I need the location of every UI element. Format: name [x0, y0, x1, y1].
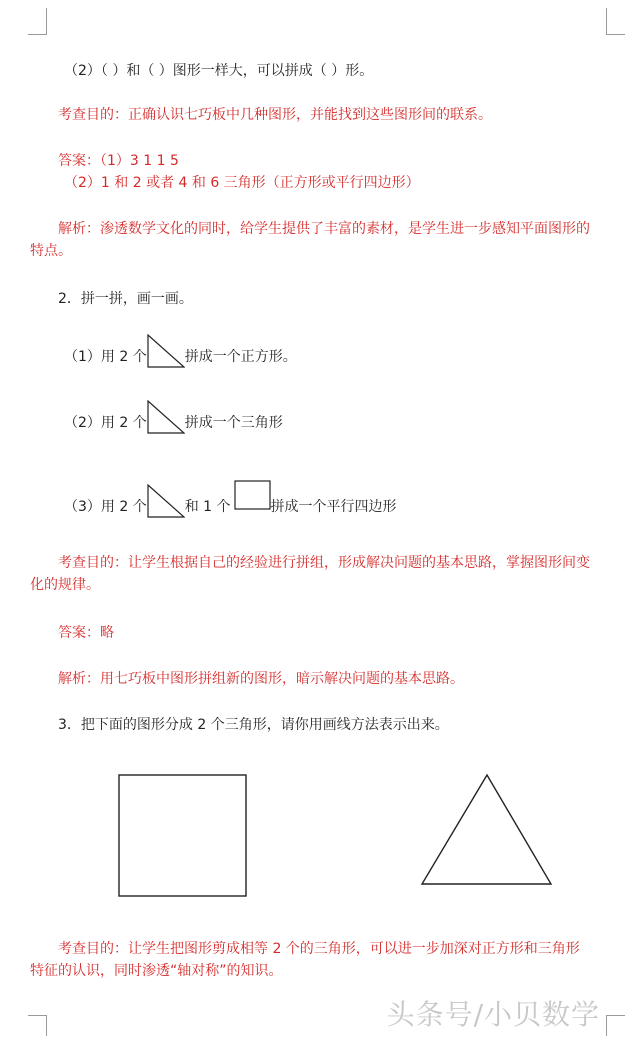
right-triangle-icon — [147, 334, 185, 368]
q2-item2-suffix: 拼成一个三角形 — [184, 415, 283, 431]
crop-mark-top-left — [28, 8, 47, 35]
q2-title: 2．拼一拼，画一画。 — [58, 291, 193, 307]
q2-item3-prefix: （3）用 2 个 — [64, 499, 147, 515]
right-triangle-icon — [147, 400, 185, 434]
q2-item1-suffix: 拼成一个正方形。 — [184, 349, 297, 365]
q2-purpose: 考查目的：让学生根据自己的经验进行拼组，形成解决问题的基本思路，掌握图形间变化的规律。 — [30, 555, 590, 593]
q2-item3-mid: 和 1 个 — [184, 499, 231, 515]
q1-part2-text: （2）（ ）和（ ）图形一样大，可以拼成（ ）形。 — [64, 63, 374, 79]
q1-answer-line1: 答案：（1）3 1 1 5 — [58, 153, 179, 169]
q2-item3-suffix: 拼成一个平行四边形 — [270, 499, 397, 515]
q1-analysis: 解析：渗透数学文化的同时，给学生提供了丰富的素材，是学生进一步感知平面图形的特点。 — [30, 221, 590, 259]
q2-answer: 答案：略 — [58, 625, 114, 641]
q2-analysis: 解析：用七巧板中图形拼组新的图形，暗示解决问题的基本思路。 — [58, 671, 464, 687]
q3-title: 3．把下面的图形分成 2 个三角形，请你用画线方法表示出来。 — [58, 717, 449, 733]
right-triangle-icon — [147, 484, 185, 518]
crop-mark-bottom-right — [606, 1015, 625, 1036]
square-figure — [118, 774, 248, 898]
crop-mark-bottom-left — [28, 1015, 47, 1036]
q1-answer-line2: （2）1 和 2 或者 4 和 6 三角形（正方形或平行四边形） — [64, 175, 420, 191]
triangle-figure — [420, 773, 554, 887]
watermark: 头条号/小贝数学 — [386, 998, 600, 1031]
q2-item1-prefix: （1）用 2 个 — [64, 349, 147, 365]
q2-item1 — [64, 334, 297, 368]
q2-item2-prefix: （2）用 2 个 — [64, 415, 147, 431]
q1-purpose: 考查目的：正确认识七巧板中几种图形，并能找到这些图形间的联系。 — [58, 107, 492, 123]
q3-purpose: 考查目的：让学生把图形剪成相等 2 个的三角形，可以进一步加深对正方形和三角形特征的认识，同时渗透“轴对称”的知识。 — [30, 941, 580, 979]
square-icon — [231, 480, 271, 514]
crop-mark-top-right — [606, 8, 625, 35]
q2-item3 — [64, 478, 397, 518]
q2-item2 — [64, 400, 283, 434]
